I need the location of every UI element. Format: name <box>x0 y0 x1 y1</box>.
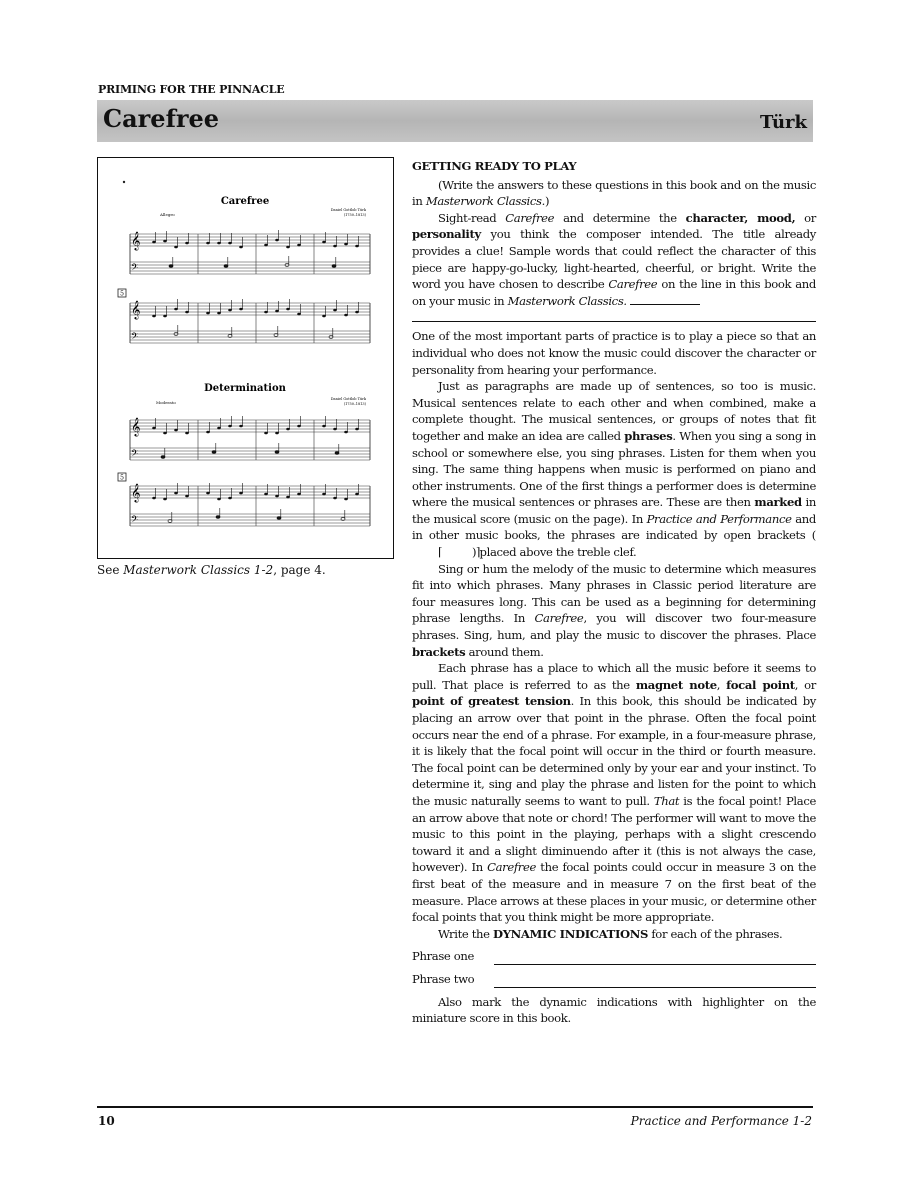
score-system-2 <box>130 299 370 344</box>
phrase-one-line[interactable] <box>494 952 816 965</box>
piece2-tempo: Moderato <box>156 400 176 405</box>
footer-rule <box>97 1106 813 1108</box>
paragraph-2: Sight-read Carefree and determine the character, mood, or personality you think the composer intended. The title already provides a clue! Sample words that could reflect the character of this piece are happy-go-lucky, light-hearted, cheerful, or bright. Write the word you have chosen to describe Carefree on the line in this book and on your music in Masterwork Classics. <box>412 210 816 308</box>
svg-text:𝄞: 𝄞 <box>131 231 141 250</box>
running-head: PRIMING FOR THE PINNACLE <box>98 83 285 96</box>
phrase-two-label: Phrase two <box>412 971 475 986</box>
page-number: 10 <box>98 1114 115 1128</box>
piece2-dates: (1750–1813) <box>343 402 366 406</box>
svg-text:𝄞: 𝄞 <box>131 483 141 502</box>
page-title: Carefree <box>103 104 220 133</box>
piece2-composer: Daniel Gottlob Türk <box>330 397 366 401</box>
score-image <box>98 158 393 558</box>
svg-text:𝄢: 𝄢 <box>131 448 139 461</box>
svg-text:𝄞: 𝄞 <box>131 417 141 436</box>
piece1-dates: (1750–1813) <box>343 213 366 217</box>
svg-text:𝄢: 𝄢 <box>131 262 139 275</box>
piece1-tempo: Allegro <box>160 212 175 217</box>
miniature-score <box>97 157 394 559</box>
measure-number-5a: 5 <box>120 290 124 298</box>
svg-text:𝄢: 𝄢 <box>131 331 139 344</box>
section-heading: GETTING READY TO PLAY <box>412 159 577 173</box>
paragraph-6: Each phrase has a place to which all the music before it seems to pull. That place is referred to as the magnet note, focal point, or point of greatest tension. In this book, this should be indicated by placing an arrow over that point in the phrase. Often the focal point occurs near the end of a phrase. For example, in a four-measure phrase, it is likely that the focal point will occur in the third or fourth measure. The focal point can be determined only by your ear and your instinct. To determine it, sing and play the phrase and listen for the point to which the music naturally seems to want to pull. That is the focal point! Place an arrow above that note or chord! The performer will want to move the music to this point in the playing, perhaps with a slight crescendo toward it and a slight diminuendo after it (this is not always the case, however). In Carefree the focal points could occur in measure 3 on the first beat of the measure and in measure 7 on the first beat of the measure. Place arrows at these places in your music, or determine other focal points that you think might be more appropriate. <box>412 661 816 925</box>
open-bracket-symbol: ⌈ ⌉ <box>438 545 481 560</box>
phrase-one-label: Phrase one <box>412 949 475 964</box>
paragraph-3: One of the most important parts of practice is to play a piece so that an individual who does not know the music could discover the character or personality from hearing your performance. <box>412 329 816 377</box>
score-system-4 <box>130 483 370 527</box>
paragraph-4: Just as paragraphs are made up of sentences, so too is music. Musical sentences relate to each other and when combined, make a complete thought. The musical sentences, or groups of notes that fit together and make an idea are called phrases. When you sing a song in school or somewhere else, you sing phrases. Listen for them when you sing. The same thing happens when music is performed on piano and other instruments. One of the first things a performer does is determine where the musical sentences or phrases are. These are then marked in the musical score (music on the page). In Practice and Performance and in other music books, the phrases are indicated by open brackets (⌈ ⌉) placed above the treble clef. <box>412 379 816 560</box>
title-bar <box>97 100 813 142</box>
measure-number-5b: 5 <box>120 474 124 482</box>
piece1-composer: Daniel Gottlob Türk <box>330 208 366 212</box>
piece2-title: Determination <box>204 383 286 394</box>
answer-line-full[interactable] <box>412 309 816 322</box>
phrase-two-line[interactable] <box>494 975 816 988</box>
paragraph-1: (Write the answers to these questions in this book and on the music in Masterwork Classics.) <box>412 177 816 209</box>
score-system-1 <box>130 230 370 275</box>
score-system-3 <box>130 416 370 461</box>
svg-text:𝄞: 𝄞 <box>131 300 141 319</box>
composer-name: Türk <box>759 112 807 133</box>
paragraph-8: Also mark the dynamic indications with highlighter on the miniature score in this book. <box>412 994 816 1026</box>
phrase-one-row <box>412 948 816 965</box>
paragraph-5: Sing or hum the melody of the music to determine which measures fit into which phrases. Many phrases in Classic period literature are four measures long. This can be used as a beginning for determining phrase lengths. In Carefree, you will discover two four-measure phrases. Sing, hum, and play the music to discover the phrases. Place brackets around them. <box>412 561 816 659</box>
instruction-text <box>412 158 816 1027</box>
footer-book-title: Practice and Performance 1-2 <box>630 1114 812 1128</box>
score-caption: See Masterwork Classics 1-2, page 4. <box>97 563 326 577</box>
paragraph-7: Write the DYNAMIC INDICATIONS for each of the phrases. <box>438 926 783 941</box>
svg-text:𝄢: 𝄢 <box>131 514 139 527</box>
phrase-two-row <box>412 971 816 988</box>
piece1-title: Carefree <box>220 196 270 207</box>
answer-line-inline[interactable] <box>630 294 700 305</box>
